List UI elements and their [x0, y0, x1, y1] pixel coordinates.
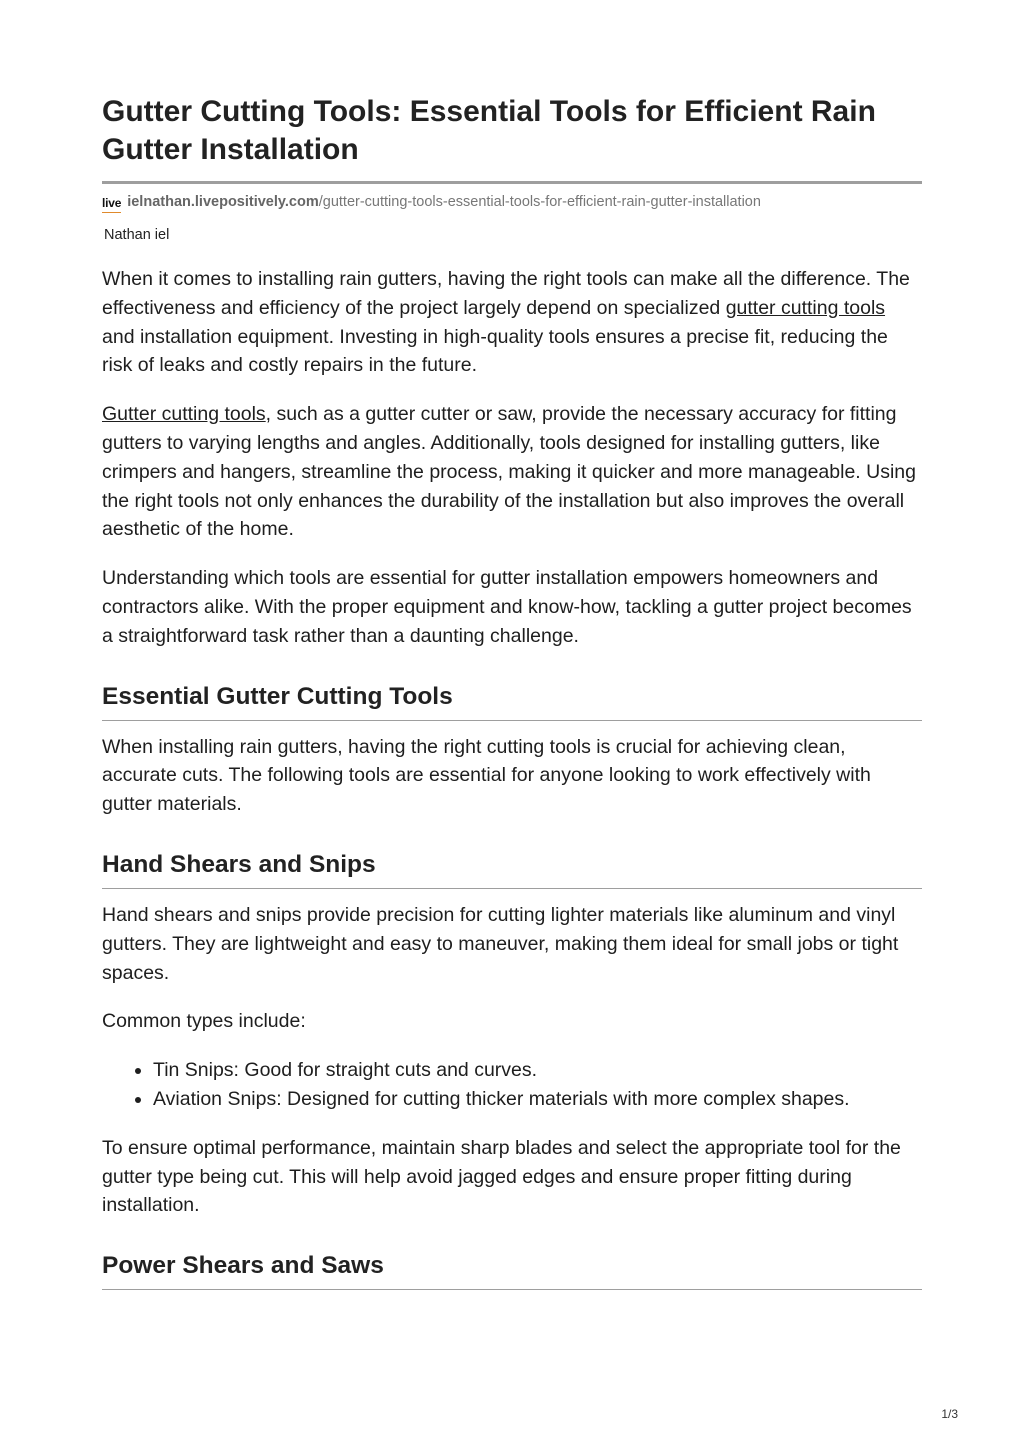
gutter-cutting-tools-link-2[interactable]: Gutter cutting tools	[102, 403, 266, 426]
source-path: /gutter-cutting-tools-essential-tools-for-efficient-rain-gutter-installation	[318, 194, 761, 210]
intro-paragraph-1	[102, 265, 922, 380]
section-divider	[102, 888, 922, 889]
section1-paragraph: When installing rain gutters, having the right cutting tools is crucial for achieving clean, accurate cuts. The following tools are essential for anyone looking to work effectively with gutter materials.	[102, 735, 871, 816]
author-name: Nathan iel	[104, 227, 170, 243]
page-title: Gutter Cutting Tools: Essential Tools for Efficient Rain Gutter Installation	[102, 95, 876, 166]
list-item: • Aviation Snips: Designed for cutting thicker materials with more complex shapes.	[153, 1085, 922, 1114]
snips-list	[102, 1056, 922, 1114]
source-url[interactable]	[127, 193, 761, 211]
source-line	[102, 193, 922, 211]
section2-paragraph-2: Common types include:	[102, 1010, 306, 1033]
source-domain: ielnathan.livepositively.com	[127, 194, 319, 210]
section-heading-essential-tools: Essential Gutter Cutting Tools	[102, 682, 453, 710]
document-page	[102, 93, 922, 1290]
gutter-cutting-tools-link[interactable]: gutter cutting tools	[725, 296, 886, 319]
section2-paragraph-3: To ensure optimal performance, maintain sharp blades and select the appropriate tool for the gutter type being cut. This will help avoid jagged edges and ensure proper fitting during installation.	[102, 1136, 901, 1217]
list-item: • Tin Snips: Good for straight cuts and curves.	[153, 1056, 922, 1085]
section2-paragraph-1: Hand shears and snips provide precision for cutting lighter materials like aluminum and vinyl gutters. They are lightweight and easy to maneuver, making them ideal for small jobs or tight spaces.	[102, 903, 899, 984]
title-divider	[102, 181, 922, 184]
intro-paragraph-1-text-a: When it comes to installing rain gutters, having the right tools can make all the difference. The effectiveness and efficiency of the project largely depend on specialized	[102, 268, 910, 319]
section-heading-power-shears: Power Shears and Saws	[102, 1252, 384, 1280]
intro-paragraph-1-text-b: and installation equipment. Investing in high-quality tools ensures a precise fit, reducing the risk of leaks and costly repairs in the future.	[102, 325, 888, 377]
intro-paragraph-2	[102, 400, 922, 544]
section-divider	[102, 1289, 922, 1290]
live-logo-icon: live	[102, 196, 122, 210]
intro-paragraph-2-text: , such as a gutter cutter or saw, provide the necessary accuracy for fitting gutters to varying lengths and angles. Additionally, tools designed for installing gutters, like crimpers and hangers, streamline the process, making it quicker and more manageable. Using the right tools not only enhances the durability of the installation but also improves the overall aesthetic of the home.	[102, 403, 916, 541]
section-heading-hand-shears: Hand Shears and Snips	[102, 850, 376, 878]
page-number: 1/3	[941, 1407, 958, 1421]
section-divider	[102, 720, 922, 721]
intro-paragraph-3: Understanding which tools are essential for gutter installation empowers homeowners and contractors alike. With the proper equipment and know-how, tackling a gutter project becomes a straightforward task rather than a daunting challenge.	[102, 567, 912, 647]
